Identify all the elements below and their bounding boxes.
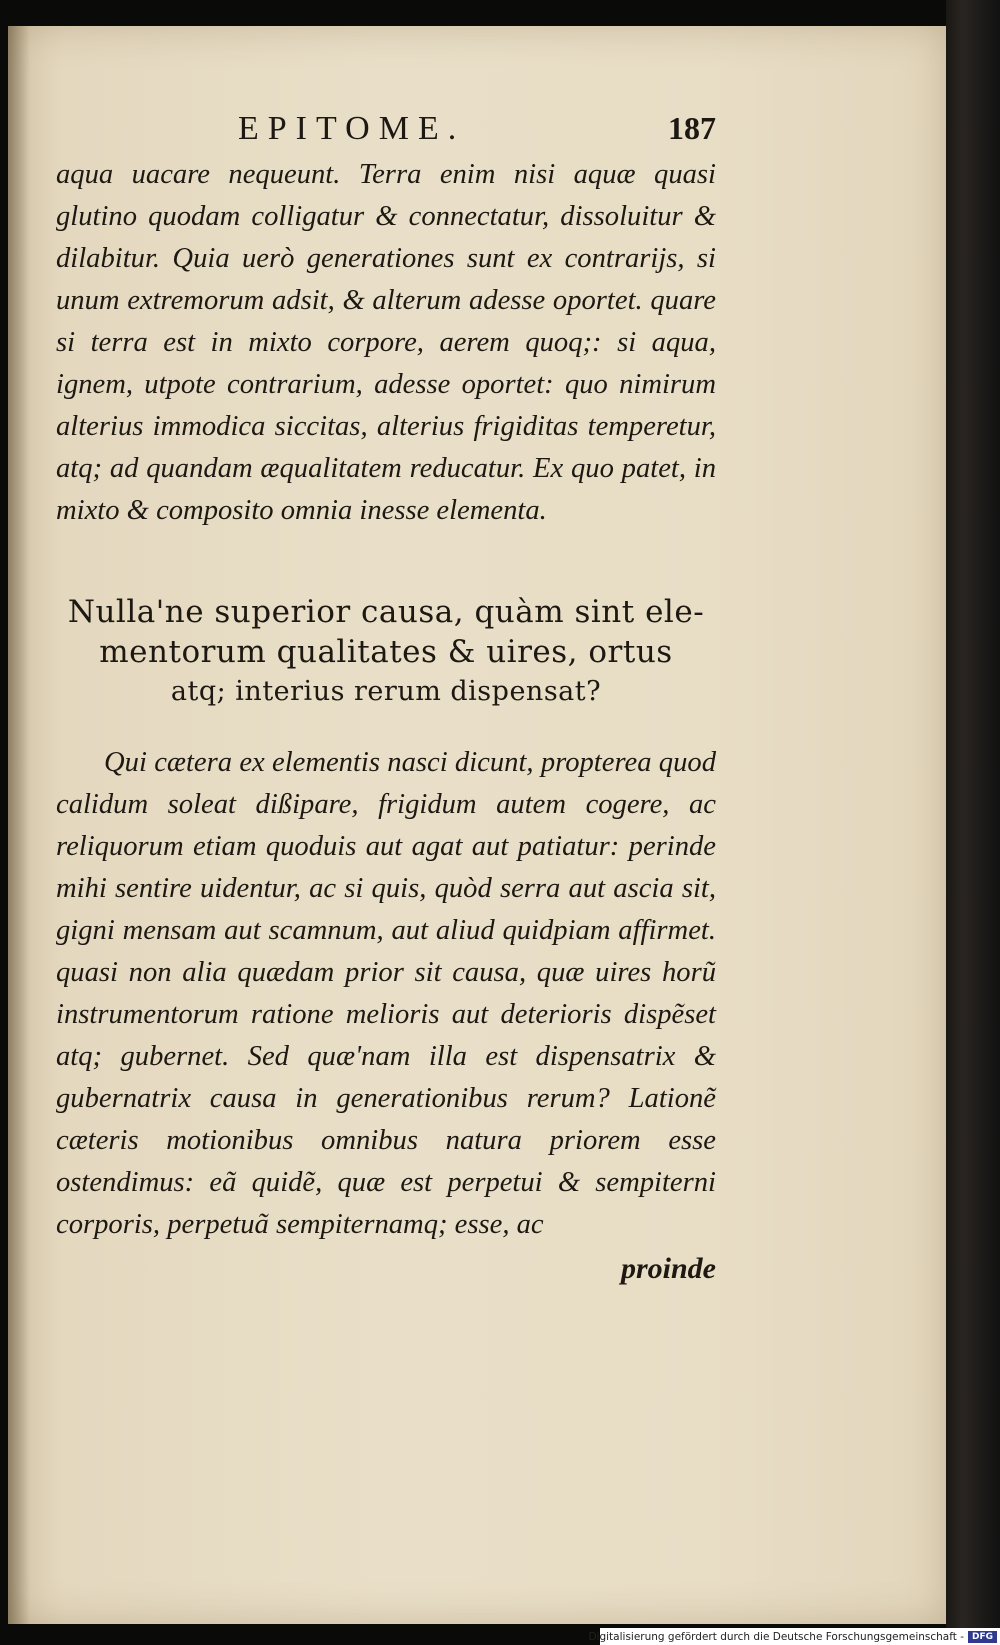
page-gutter-shadow xyxy=(8,26,30,1624)
page-number: 187 xyxy=(668,110,716,146)
dfg-logo: DFG xyxy=(968,1631,997,1643)
footer-credit: Digitalisierung gefördert durch die Deutsche Forschungsgemeinschaft - xyxy=(588,1630,964,1643)
section-heading-line-1: Nulla'ne superior causa, quàm sint ele- xyxy=(67,594,705,630)
paragraph-body: Qui cætera ex elementis nasci dicunt, propterea quod calidum soleat dißipare, frigidum autem cogere, ac reliquorum etiam quoduis aut agat aut patiatur: perinde mihi sentire uidentur, ac si quis, quòd serra aut ascia sit, gigni mensam aut scamnum, aut aliud quidpiam affirmet. quasi non alia quædam prior sit causa, quæ uires horũ instrumentorum ratione melioris aut deterioris dispẽset atq; gubernet. Sed quæ'nam illa est dispensatrix & gubernatrix causa in generationibus rerum? Lationẽ cæteris motionibus omnibus natura priorem esse ostendimus: eã quidẽ, quæ est perpetui & sempiterni corporis, perpetuã sempiternamq; esse, ac xyxy=(56,747,716,1240)
section-heading xyxy=(56,592,716,712)
section-heading-line-2: mentorum qualitates & uires, ortus xyxy=(99,634,673,670)
running-head xyxy=(56,88,716,150)
text-block xyxy=(56,88,716,1286)
section-heading-line-3: atq; interius rerum dispensat? xyxy=(170,676,602,707)
paragraph-top: aqua uacare nequeunt. Terra enim nisi aquæ quasi glutino quodam colligatur & connectatur, dissoluitur & dilabitur. Quia uerò generationes sunt ex contrarijs, si unum extremorum adsit, & alterum adesse oportet. quare si terra est in mixto corpore, aerem quoq;: si aqua, ignem, utpote contrarium, adesse oportet: quo nimirum alterius immodica siccitas, alterius frigiditas temperetur, atq; ad quandam æqualitatem reducatur. Ex quo patet, in mixto & composito omnia inesse elementa. xyxy=(56,159,716,526)
digitization-footer xyxy=(588,1628,1000,1645)
book-page xyxy=(8,26,946,1624)
book-edge xyxy=(946,0,1000,1645)
running-head-title: EPITOME. xyxy=(238,110,466,147)
catchword: proinde xyxy=(620,1252,716,1285)
